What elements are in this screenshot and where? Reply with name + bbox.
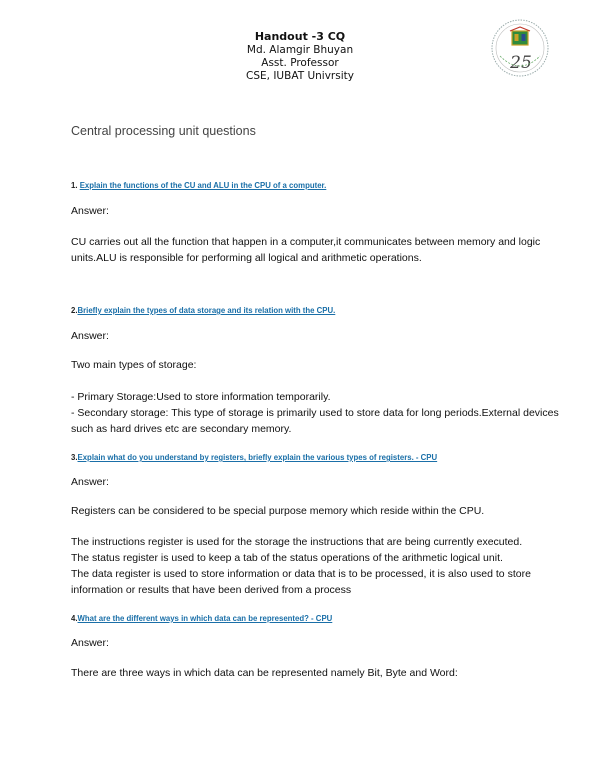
question-3-link[interactable]: Explain what do you understand by registers, briefly explain the various types of registers. - CPU: [77, 453, 438, 462]
handout-title: Handout -3 CQ: [254, 30, 346, 43]
author-position: Asst. Professor: [261, 57, 339, 69]
answer-4-line-1: There are three ways in which data can be represented namely Bit, Byte and Word:: [71, 667, 458, 679]
answer-3-intro: Registers can be considered to be special purpose memory which reside within the CPU.: [71, 505, 485, 517]
answer-1-line-1: CU carries out all the function that happen in a computer,it communicates between memory and logic: [71, 236, 541, 248]
question-1: [71, 181, 596, 190]
answer-label-3: Answer:: [71, 476, 109, 488]
answer-label-4: Answer:: [71, 637, 109, 649]
question-4: [71, 614, 596, 623]
question-3: [71, 453, 596, 462]
question-4-number: 4.: [71, 614, 78, 623]
answer-2-line-3: such as hard drives etc are secondary memory.: [71, 423, 292, 435]
question-2-link[interactable]: Briefly explain the types of data storage and its relation with the CPU.: [77, 306, 336, 315]
question-1-link[interactable]: Explain the functions of the CU and ALU in the CPU of a computer.: [79, 181, 327, 190]
question-2: [71, 306, 596, 315]
university-seal-icon: [490, 18, 550, 78]
answer-3-line-3: The data register is used to store information or data that is to be processed, it is also used to store: [71, 568, 531, 580]
answer-3-line-1: The instructions register is used for the storage the instructions that are being currently executed.: [71, 536, 523, 548]
question-2-number: 2.: [71, 306, 78, 315]
answer-label-1: Answer:: [71, 205, 109, 217]
question-1-number: 1.: [71, 181, 78, 190]
answer-label-2: Answer:: [71, 330, 109, 342]
answer-1-line-2: units.ALU is responsible for performing all logical and arithmetic operations.: [71, 252, 422, 264]
question-3-number: 3.: [71, 453, 78, 462]
logo-number: 25: [510, 53, 532, 73]
answer-2-line-1: - Primary Storage:Used to store information temporarily.: [71, 391, 331, 403]
question-4-link[interactable]: What are the different ways in which data can be represented? - CPU: [77, 614, 333, 623]
answer-3-line-2: The status register is used to keep a tab of the status operations of the arithmetic logical unit.: [71, 552, 503, 564]
section-title: Central processing unit questions: [71, 124, 256, 138]
author-name: Md. Alamgir Bhuyan: [246, 44, 354, 56]
author-department: CSE, IUBAT Univrsity: [246, 70, 354, 82]
answer-3-line-4: information or results that have been derived from a process: [71, 584, 352, 596]
answer-2-line-2: - Secondary storage: This type of storage is primarily used to store data for long periods.External devices: [71, 407, 559, 419]
answer-2-intro: Two main types of storage:: [71, 359, 197, 371]
